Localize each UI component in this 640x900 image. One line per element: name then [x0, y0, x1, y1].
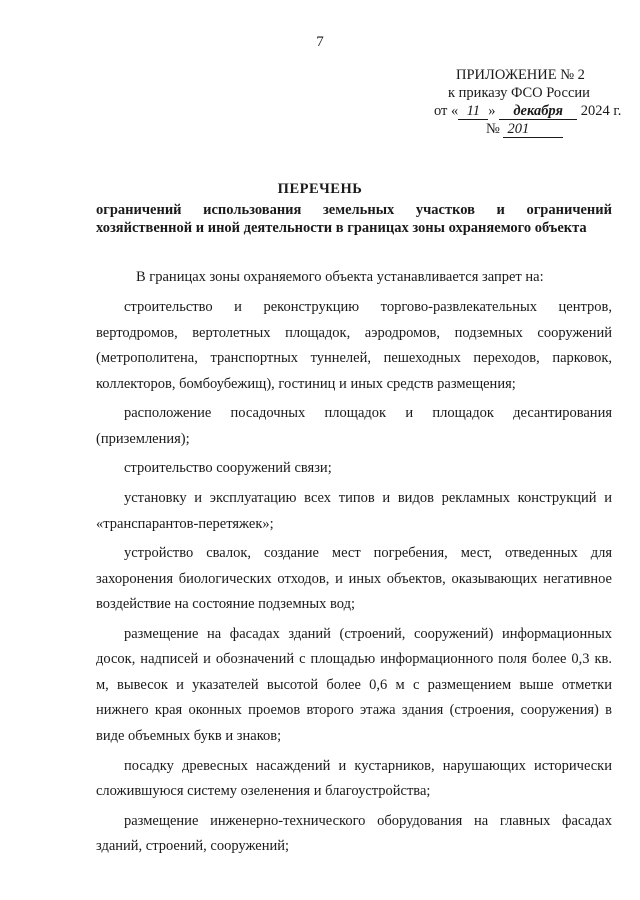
subtitle-line-1: ограничений использования земельных участков и ограничений	[96, 202, 612, 218]
appendix-order-ref: к приказу ФСО России	[448, 85, 590, 101]
restrictions-list	[96, 265, 612, 864]
number-prefix: №	[486, 121, 500, 137]
date-month: декабря	[499, 104, 577, 120]
date-mid: »	[488, 103, 496, 119]
restriction-item: устройство свалок, создание мест погребения, мест, отведенных для захоронения биологических отходов, и иных объектов, оказывающих негативное воздействие на состояние подземных вод;	[96, 545, 612, 613]
restriction-item: размещение на фасадах зданий (строений, сооружений) информационных досок, надписей и обозначений с площадью информационного поля более 0,3 кв. м, вывесок и указателей высотой более 0,6 м с размещением выше отметки нижнего края оконных проемов второго этажа здания (строения, сооружения) в виде объемных букв и знаков;	[96, 625, 612, 744]
subtitle-line-2: хозяйственной и иной деятельности в границах зоны охраняемого объекта	[96, 220, 587, 236]
appendix-title: ПРИЛОЖЕНИЕ № 2	[456, 67, 585, 83]
restriction-item: установку и эксплуатацию всех типов и видов рекламных конструкций и «транспарантов-перетяжек»;	[96, 490, 612, 532]
restriction-item: расположение посадочных площадок и площадок десантирования (приземления);	[96, 405, 612, 447]
document-title: ПЕРЕЧЕНЬ	[277, 181, 363, 197]
appendix-block	[434, 66, 624, 138]
date-day: 11	[458, 104, 488, 120]
appendix-number-line	[434, 120, 624, 138]
restriction-item: посадку древесных насаждений и кустарников, нарушающих исторически сложившуюся систему озеленения и благоустройства;	[96, 757, 612, 800]
intro-paragraph: В границах зоны охраняемого объекта устанавливается запрет на:	[136, 269, 544, 285]
restriction-item: строительство и реконструкцию торгово-развлекательных центров, вертодромов, вертолетных площадок, аэродромов, подземных сооружений (метрополитена, транспортных туннелей, пешеходных переходов, парковок, коллекторов, бомбоубежищ), гостиниц и иных средств размещения;	[96, 299, 612, 392]
date-prefix: от «	[434, 103, 459, 119]
appendix-date-line	[434, 102, 624, 120]
date-year: 2024 г.	[580, 103, 622, 119]
page-number: 7	[316, 34, 324, 50]
restriction-item: размещение инженерно-технического оборудования на главных фасадах зданий, строений, сооружений;	[96, 812, 612, 855]
restriction-item: строительство сооружений связи;	[124, 460, 332, 477]
order-number: 201	[503, 122, 563, 138]
document-subtitle	[96, 201, 612, 237]
